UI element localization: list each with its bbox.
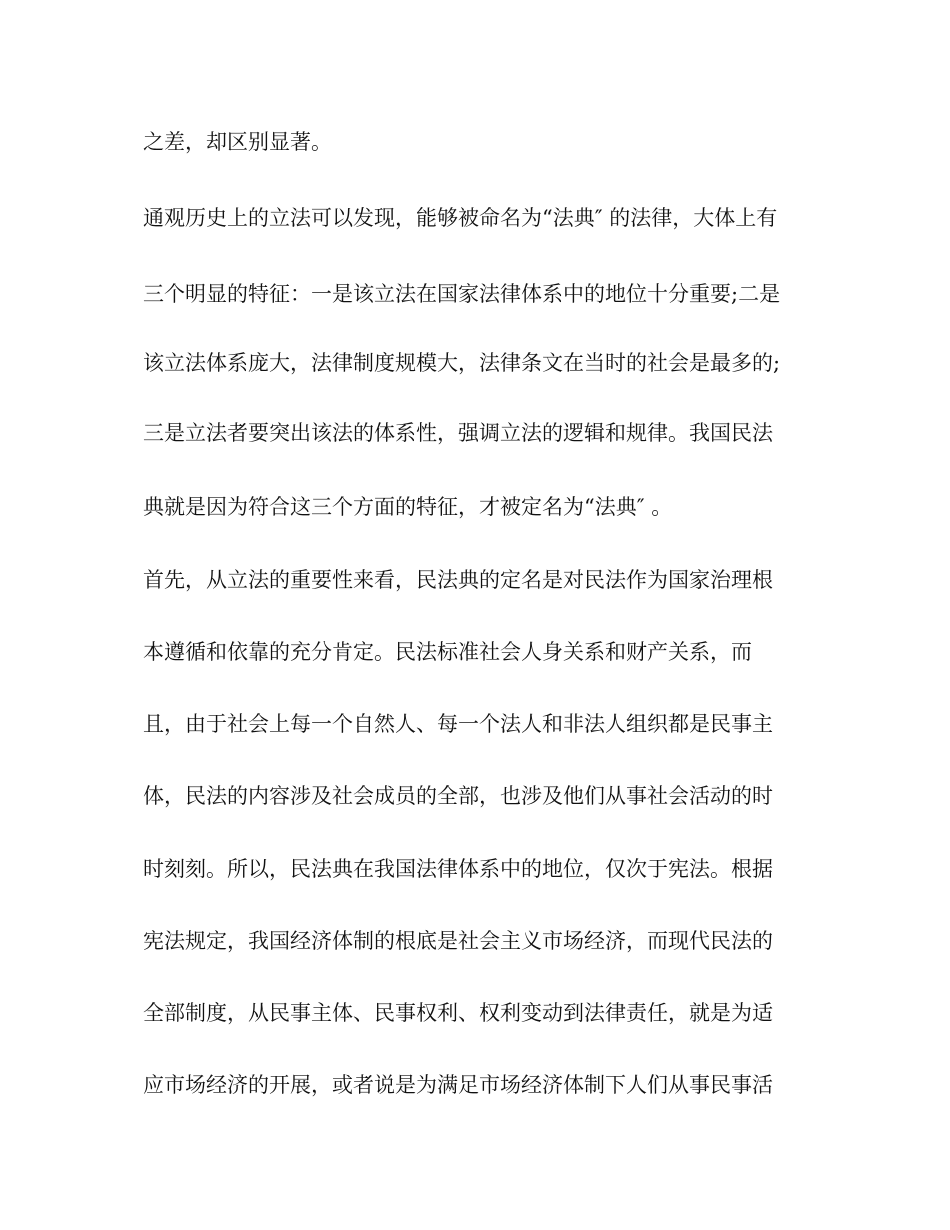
text-line: 三是立法者要突出该法的体系性，强调立法的逻辑和规律。我国民法 xyxy=(143,421,773,445)
text-line: 本遵循和依靠的充分肯定。民法标准社会人身关系和财产关系，而 xyxy=(143,640,752,664)
text-line: 宪法规定，我国经济体制的根底是社会主义市场经济，而现代民法的 xyxy=(143,929,773,953)
text-line: 三个明显的特征：一是该立法在国家法律体系中的地位十分重要;二是 xyxy=(143,282,781,306)
text-line: 首先，从立法的重要性来看，民法典的定名是对民法作为国家治理根 xyxy=(143,568,773,592)
text-line: 该立法体系庞大，法律制度规模大，法律条文在当时的社会是最多的; xyxy=(143,351,781,375)
text-line: 且，由于社会上每一个自然人、每一个法人和非法人组织都是民事主 xyxy=(143,712,773,736)
text-line: 全部制度，从民事主体、民事权利、权利变动到法律责任，就是为适 xyxy=(143,1001,773,1025)
text-line: 之差，却区别显著。 xyxy=(143,130,332,154)
text-line: 应市场经济的开展，或者说是为满足市场经济体制下人们从事民事活 xyxy=(143,1073,773,1097)
text-line: 体，民法的内容涉及社会成员的全部，也涉及他们从事社会活动的时 xyxy=(143,784,773,808)
text-line: 通观历史上的立法可以发现，能够被命名为“法典″ 的法律，大体上有 xyxy=(143,206,778,230)
text-line: 时刻刻。所以，民法典在我国法律体系中的地位，仅次于宪法。根据 xyxy=(143,857,773,881)
text-line: 典就是因为符合这三个方面的特征，才被定名为“法典″ 。 xyxy=(143,495,673,519)
